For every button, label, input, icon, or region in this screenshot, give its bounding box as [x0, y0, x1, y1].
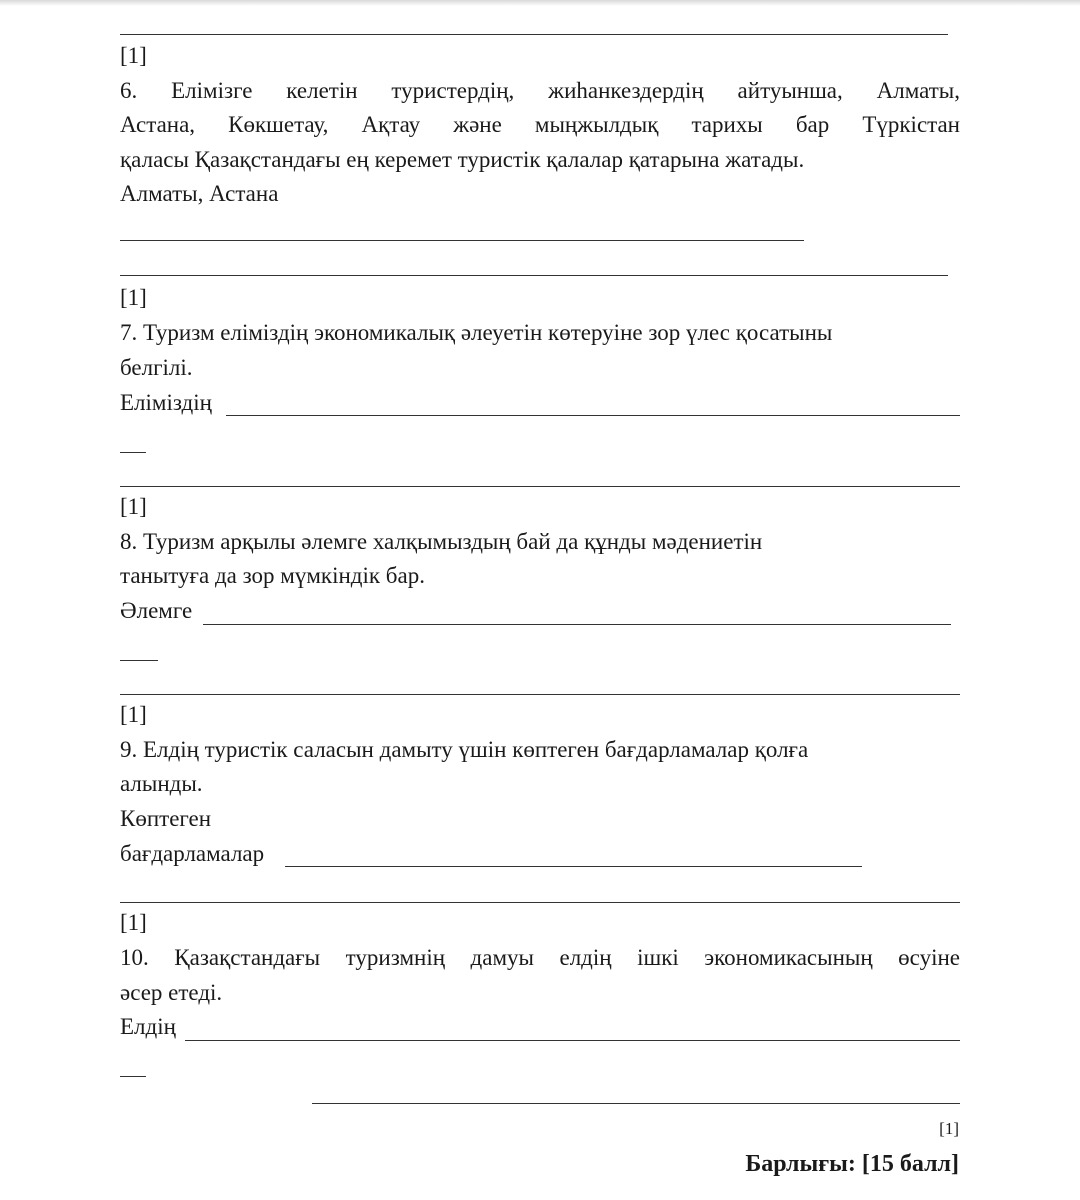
question-8-answer-start: Әлемге — [120, 598, 193, 623]
answer-line — [120, 902, 960, 903]
question-8-line-2: танытуға да зор мүмкіндік бар. — [120, 563, 425, 588]
answer-dash — [120, 452, 146, 453]
mark-q7: [1] — [120, 494, 147, 519]
answer-line — [226, 415, 960, 416]
total-score: Барлығы: [15 балл] — [745, 1151, 959, 1177]
mark-q10: [1] — [939, 1119, 959, 1138]
question-6-line-1: 6. Елімізге келетін туристердің, жиһанкездердің айтуынша, Алматы, — [120, 78, 960, 103]
answer-line — [312, 1103, 960, 1104]
question-7-line-1: 7. Туризм еліміздің экономикалық әлеуетін көтеруіне зор үлес қосатыны — [120, 320, 833, 345]
question-10-line-1: 10. Қазақстандағы туризмнің дамуы елдің ішкі экономикасының өсуіне — [120, 945, 960, 970]
question-10-line-2: әсер етеді. — [120, 980, 223, 1005]
question-9-answer-start-2: бағдарламалар — [120, 841, 265, 866]
question-9-line-1: 9. Елдің туристік саласын дамыту үшін көптеген бағдарламалар қолға — [120, 737, 809, 762]
mark-q8: [1] — [120, 702, 147, 727]
question-9-answer-start-1: Көптеген — [120, 806, 212, 831]
question-6-line-3: қаласы Қазақстандағы ең керемет туристік қалалар қатарына жатады. — [120, 147, 805, 172]
answer-line — [120, 486, 960, 487]
answer-line — [120, 275, 948, 276]
answer-line — [120, 240, 804, 241]
mark-q6: [1] — [120, 285, 147, 310]
answer-line — [120, 34, 948, 35]
answer-dash — [120, 1076, 146, 1077]
question-6-answer-start: Алматы, Астана — [120, 181, 279, 206]
answer-dash — [120, 660, 158, 661]
question-7-line-2: белгілі. — [120, 355, 193, 380]
page-top-edge — [0, 0, 1080, 6]
answer-line — [185, 1040, 960, 1041]
answer-line — [120, 694, 960, 695]
question-7-answer-start: Еліміздің — [120, 390, 212, 415]
question-8-line-1: 8. Туризм арқылы әлемге халқымыздың бай да құнды мәдениетін — [120, 529, 763, 554]
mark-q5: [1] — [120, 43, 147, 68]
mark-q9: [1] — [120, 910, 147, 935]
question-10-answer-start: Елдің — [120, 1014, 176, 1039]
answer-line — [285, 866, 862, 867]
question-9-line-2: алынды. — [120, 771, 203, 796]
answer-line — [203, 624, 951, 625]
question-6-line-2: Астана, Көкшетау, Ақтау және мыңжылдық тарихы бар Түркістан — [120, 112, 960, 137]
